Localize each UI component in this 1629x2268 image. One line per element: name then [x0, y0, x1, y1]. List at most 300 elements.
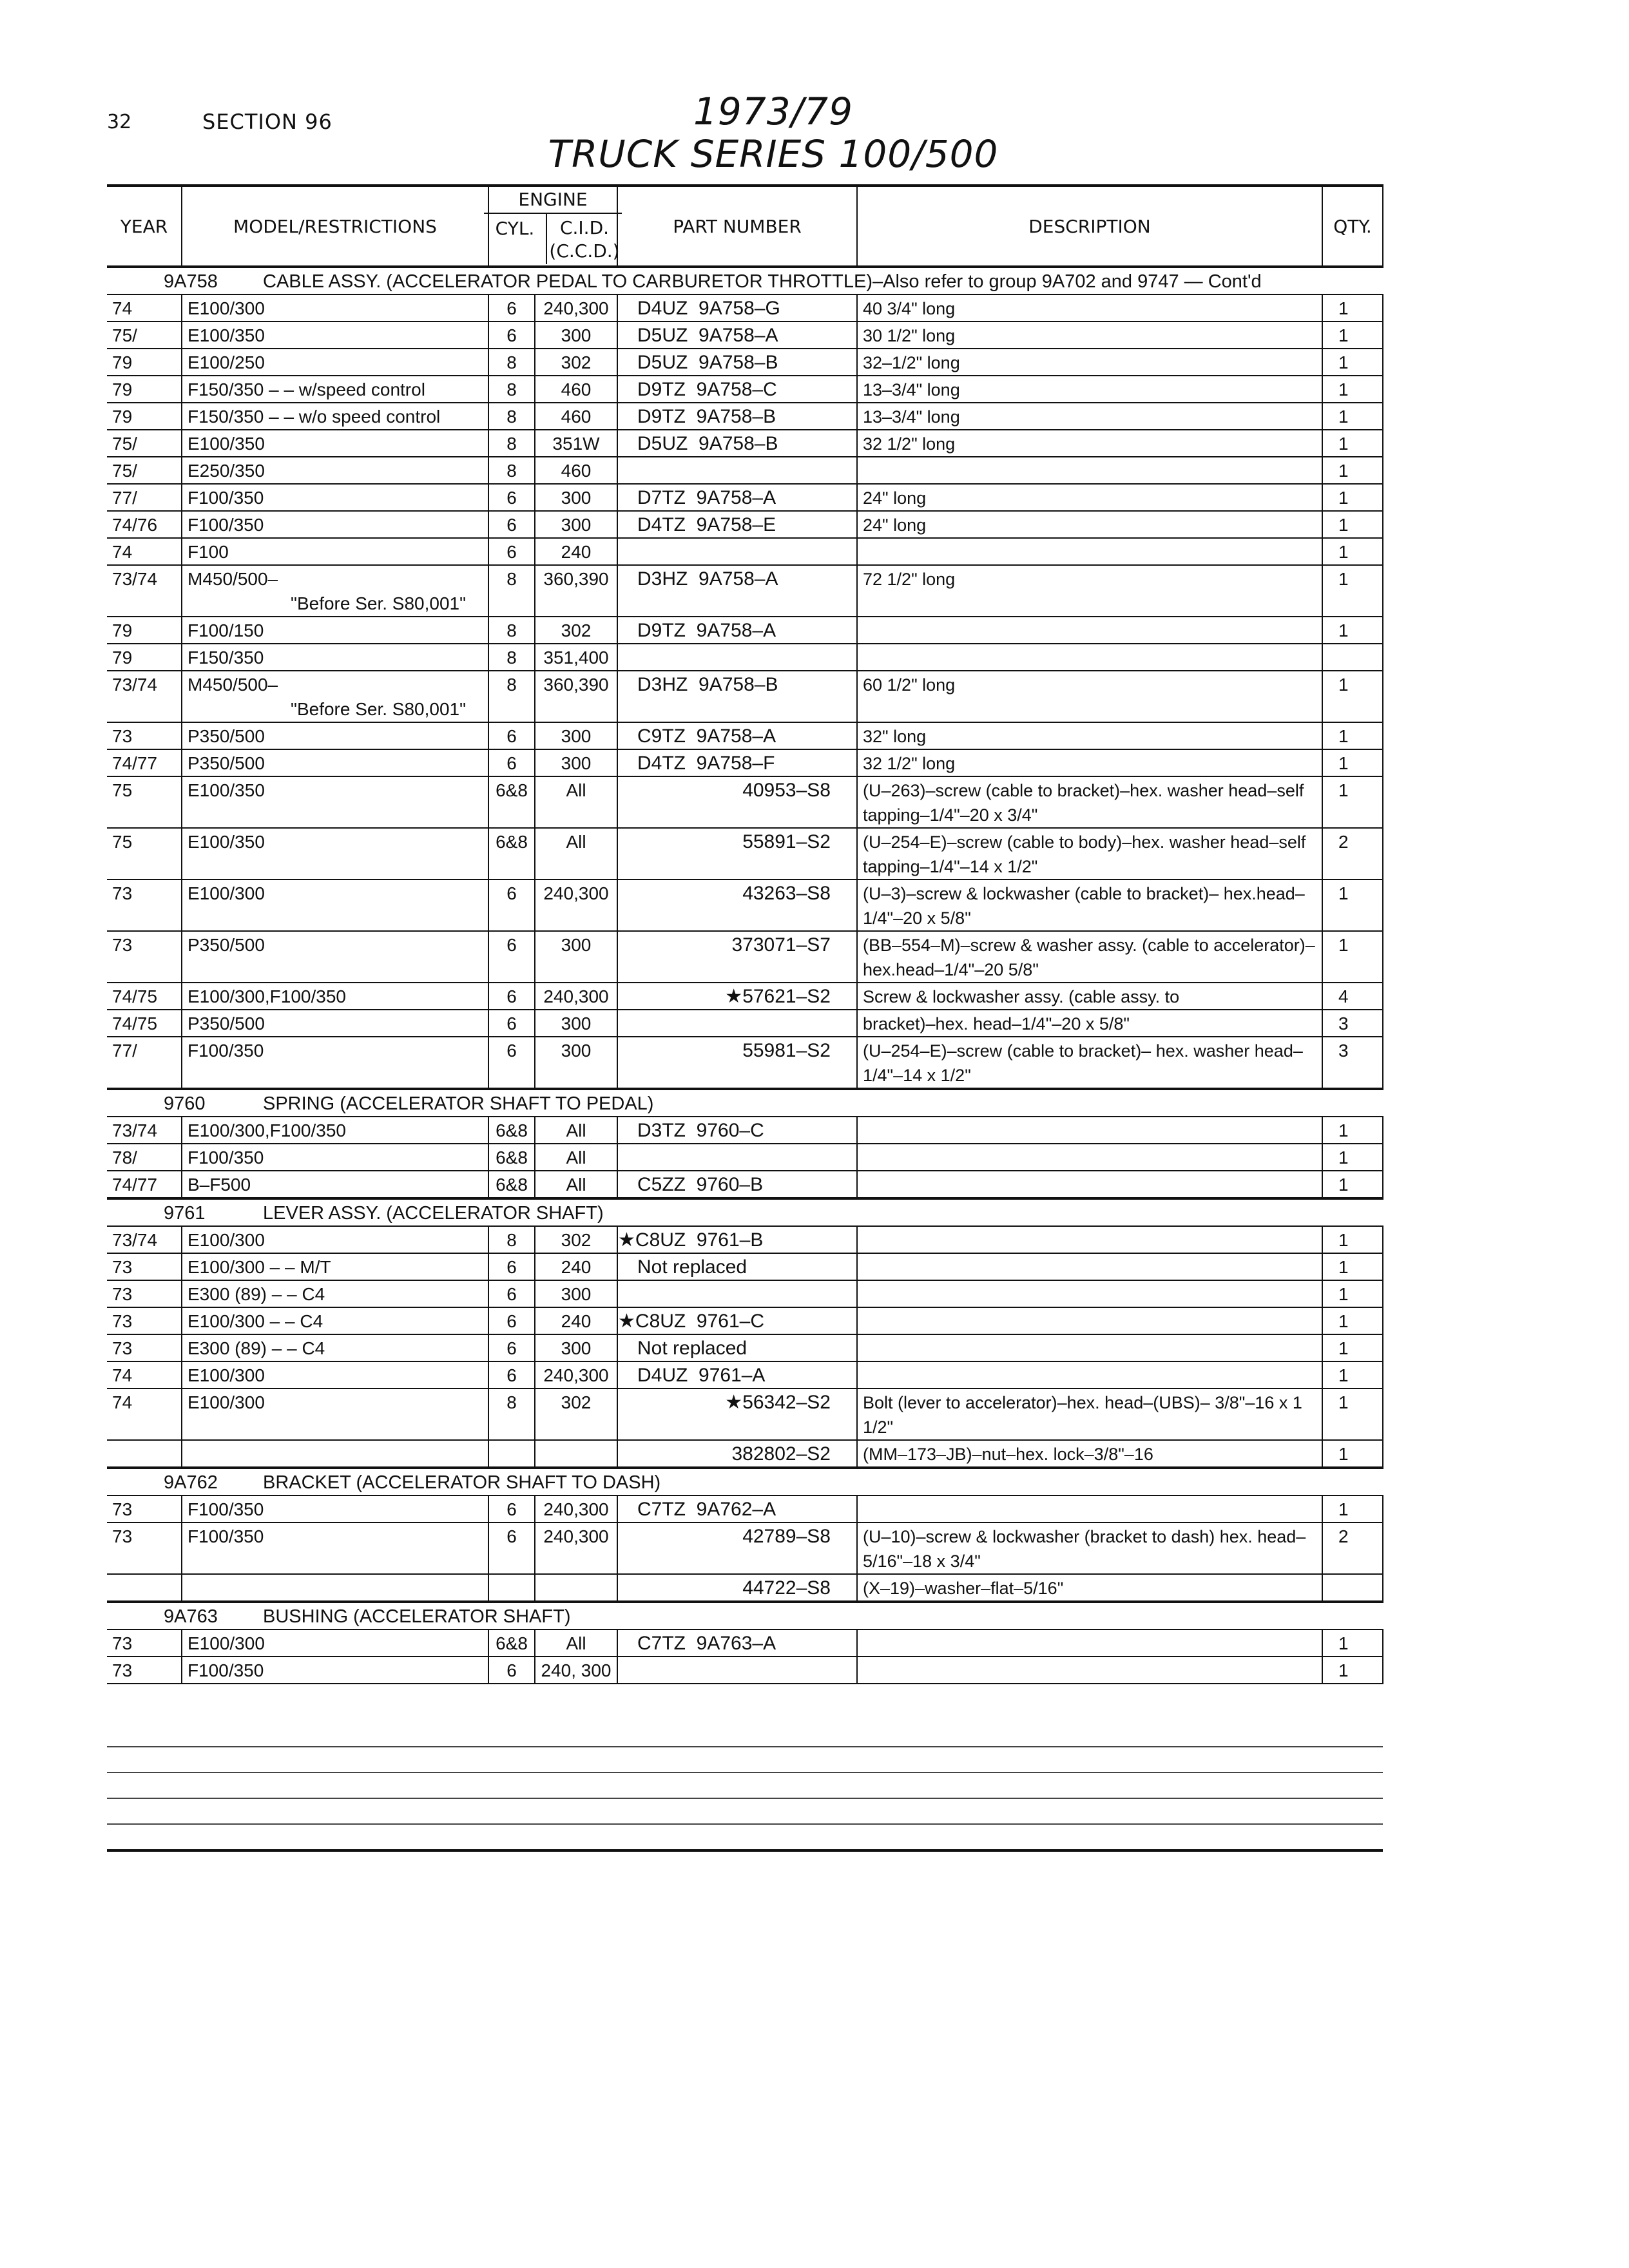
model-text: E100/350 — [188, 325, 265, 345]
cid-cell: 240,300 — [535, 1361, 617, 1389]
table-row — [107, 1253, 1383, 1280]
year-cell: 73/74 — [107, 671, 182, 722]
qty-cell: 1 — [1322, 349, 1383, 376]
description-cell: 30 1/2" long — [857, 322, 1322, 349]
cyl-cell: 8 — [488, 403, 535, 430]
description-cell — [857, 1495, 1322, 1523]
cid-cell — [535, 1574, 617, 1602]
cid-cell: 300 — [535, 749, 617, 776]
new-part-star-icon: ★ — [725, 1392, 743, 1413]
blank-rule — [107, 1798, 1383, 1799]
part-number: C9TZ 9A758–A — [637, 726, 776, 747]
table-row — [107, 349, 1383, 376]
part-number: 373071–S7 — [731, 934, 831, 956]
qty-cell: 2 — [1322, 828, 1383, 879]
qty-cell: 1 — [1322, 1629, 1383, 1657]
model-cell — [182, 376, 488, 403]
cid-cell: 240,300 — [535, 879, 617, 931]
model-text: E100/300 — [188, 883, 265, 903]
group-title: BRACKET (ACCELERATOR SHAFT TO DASH) — [263, 1472, 661, 1493]
table-row — [107, 1389, 1383, 1440]
qty-cell: 1 — [1322, 430, 1383, 457]
cyl-cell: 6&8 — [488, 1144, 535, 1171]
description-cell — [857, 457, 1322, 484]
cyl-cell: 6 — [488, 1307, 535, 1334]
year-cell: 73 — [107, 1280, 182, 1307]
part-number-cell — [617, 1307, 857, 1334]
part-number-cell — [617, 1657, 857, 1684]
qty-cell: 1 — [1322, 457, 1383, 484]
qty-cell: 1 — [1322, 565, 1383, 617]
model-cell — [182, 1523, 488, 1574]
model-text: E100/300 — [188, 1365, 265, 1385]
qty-cell: 1 — [1322, 403, 1383, 430]
part-number: 44722–S8 — [742, 1577, 831, 1599]
year-cell: 75/ — [107, 322, 182, 349]
year-cell: 74 — [107, 294, 182, 322]
year-cell: 75 — [107, 828, 182, 879]
table-row — [107, 722, 1383, 749]
model-text: E100/300 — [188, 1392, 265, 1412]
table-row — [107, 1037, 1383, 1089]
table-row — [107, 322, 1383, 349]
page-title-years: 1973/79 — [693, 90, 853, 133]
table-row — [107, 1523, 1383, 1574]
cid-cell: 300 — [535, 484, 617, 511]
part-number-cell — [617, 722, 857, 749]
cyl-cell: 8 — [488, 671, 535, 722]
part-number: D3HZ 9A758–B — [637, 674, 778, 695]
cid-cell: 300 — [535, 722, 617, 749]
part-number: 40953–S8 — [742, 780, 831, 801]
qty-cell: 1 — [1322, 1117, 1383, 1144]
qty-cell: 1 — [1322, 1307, 1383, 1334]
model-cell — [182, 828, 488, 879]
year-cell: 79 — [107, 403, 182, 430]
table-row — [107, 1010, 1383, 1037]
col-header-description: DESCRIPTION — [857, 186, 1322, 267]
year-cell: 73 — [107, 1495, 182, 1523]
group-header — [107, 1602, 1383, 1629]
model-text: F100/350 — [188, 1526, 264, 1546]
cid-cell: 302 — [535, 617, 617, 644]
qty-cell: 3 — [1322, 1037, 1383, 1089]
cyl-cell: 6 — [488, 1010, 535, 1037]
year-cell: 74/76 — [107, 511, 182, 538]
year-cell — [107, 1574, 182, 1602]
table-row — [107, 828, 1383, 879]
cyl-cell: 8 — [488, 376, 535, 403]
model-restriction-note: "Before Ser. S80,001" — [291, 699, 467, 719]
description-cell: 32 1/2" long — [857, 749, 1322, 776]
model-text: P350/500 — [188, 753, 265, 773]
cyl-cell: 6 — [488, 1495, 535, 1523]
part-number: 56342–S2 — [742, 1392, 831, 1413]
section-label: SECTION 96 — [202, 110, 333, 134]
cid-cell: 460 — [535, 376, 617, 403]
cyl-cell: 6 — [488, 722, 535, 749]
table-row — [107, 294, 1383, 322]
table-row — [107, 983, 1383, 1010]
model-cell — [182, 644, 488, 671]
group-header-row — [107, 1089, 1383, 1117]
table-row — [107, 1440, 1383, 1468]
cyl-cell: 6 — [488, 294, 535, 322]
year-cell: 73 — [107, 722, 182, 749]
year-cell: 73 — [107, 1253, 182, 1280]
cyl-cell: 8 — [488, 617, 535, 644]
part-number: C5ZZ 9760–B — [637, 1174, 764, 1195]
blank-rule — [107, 1772, 1383, 1773]
cid-cell: All — [535, 828, 617, 879]
model-cell — [182, 1629, 488, 1657]
cid-cell: All — [535, 1171, 617, 1198]
model-text: E250/350 — [188, 461, 265, 481]
cyl-cell: 6 — [488, 511, 535, 538]
year-cell: 74/75 — [107, 983, 182, 1010]
cyl-cell: 8 — [488, 644, 535, 671]
group-title: SPRING (ACCELERATOR SHAFT TO PEDAL) — [263, 1093, 654, 1114]
model-cell — [182, 1657, 488, 1684]
qty-cell: 1 — [1322, 1226, 1383, 1253]
cid-cell: 240,300 — [535, 983, 617, 1010]
part-number-cell — [617, 1523, 857, 1574]
part-number-cell — [617, 644, 857, 671]
cid-cell: 460 — [535, 403, 617, 430]
description-cell — [857, 1253, 1322, 1280]
model-cell — [182, 403, 488, 430]
group-header — [107, 1198, 1383, 1226]
cyl-cell — [488, 1574, 535, 1602]
qty-cell: 1 — [1322, 931, 1383, 983]
qty-cell: 1 — [1322, 484, 1383, 511]
cyl-cell: 6 — [488, 538, 535, 565]
part-number: D5UZ 9A758–A — [637, 325, 778, 346]
part-number: 382802–S2 — [731, 1443, 831, 1465]
part-number-cell — [617, 749, 857, 776]
model-text: E100/250 — [188, 352, 265, 372]
model-cell — [182, 1334, 488, 1361]
part-number-cell — [617, 403, 857, 430]
page-number: 32 — [107, 111, 132, 133]
part-number-cell — [617, 931, 857, 983]
part-number: D9TZ 9A758–C — [637, 379, 777, 400]
year-cell: 77/ — [107, 1037, 182, 1089]
model-text: F150/350 – – w/o speed control — [188, 407, 441, 427]
qty-cell: 1 — [1322, 1144, 1383, 1171]
part-number-cell — [617, 294, 857, 322]
part-number: Not replaced — [637, 1256, 747, 1278]
cyl-cell: 8 — [488, 1389, 535, 1440]
cyl-cell: 6 — [488, 322, 535, 349]
cid-cell: 300 — [535, 322, 617, 349]
qty-cell: 1 — [1322, 776, 1383, 828]
qty-cell: 1 — [1322, 1280, 1383, 1307]
table-bottom-rule — [107, 1849, 1383, 1852]
table-header-row — [107, 186, 1383, 267]
year-cell: 74 — [107, 538, 182, 565]
col-header-engine — [488, 186, 620, 267]
table-row — [107, 403, 1383, 430]
part-number-cell — [617, 983, 857, 1010]
part-number: C7TZ 9A762–A — [637, 1499, 776, 1520]
year-cell: 75 — [107, 776, 182, 828]
model-cell — [182, 1389, 488, 1440]
model-cell — [182, 349, 488, 376]
model-text: M450/500– — [188, 675, 278, 695]
table-row — [107, 1171, 1383, 1198]
table-body — [107, 267, 1383, 1684]
blank-rule — [107, 1746, 1383, 1747]
model-cell — [182, 1171, 488, 1198]
part-number-cell — [617, 1629, 857, 1657]
description-cell: Screw & lockwasher assy. (cable assy. to — [857, 983, 1322, 1010]
part-number-cell — [617, 1495, 857, 1523]
model-restriction-note: "Before Ser. S80,001" — [291, 593, 467, 613]
model-cell — [182, 722, 488, 749]
model-text: P350/500 — [188, 726, 265, 746]
table-row — [107, 1117, 1383, 1144]
group-title: CABLE ASSY. (ACCELERATOR PEDAL TO CARBURETOR THROTTLE)–Also refer to group 9A702 and 9747 — Cont'd — [263, 271, 1262, 292]
cid-cell: 240 — [535, 1307, 617, 1334]
description-cell — [857, 617, 1322, 644]
cid-cell: 300 — [535, 1280, 617, 1307]
cyl-cell: 6 — [488, 931, 535, 983]
new-part-star-icon: ★ — [618, 1311, 635, 1332]
description-cell: (X–19)–washer–flat–5/16" — [857, 1574, 1322, 1602]
part-number-cell — [617, 1440, 857, 1468]
table-row — [107, 1307, 1383, 1334]
qty-cell: 1 — [1322, 1389, 1383, 1440]
cid-cell: 302 — [535, 349, 617, 376]
model-text: E100/300 – – M/T — [188, 1257, 331, 1277]
description-cell: 13–3/4" long — [857, 403, 1322, 430]
cid-cell: 360,390 — [535, 565, 617, 617]
description-cell: 72 1/2" long — [857, 565, 1322, 617]
part-number: Not replaced — [637, 1338, 747, 1359]
part-number-cell — [617, 776, 857, 828]
table-row — [107, 484, 1383, 511]
table-row — [107, 1144, 1383, 1171]
description-cell: 13–3/4" long — [857, 376, 1322, 403]
cid-cell: 302 — [535, 1389, 617, 1440]
cyl-cell: 6 — [488, 983, 535, 1010]
cid-cell: 300 — [535, 1010, 617, 1037]
col-header-qty: QTY. — [1322, 186, 1383, 267]
description-cell — [857, 644, 1322, 671]
cyl-cell: 8 — [488, 430, 535, 457]
model-cell — [182, 1253, 488, 1280]
part-number-cell — [617, 1037, 857, 1089]
model-text: F100/150 — [188, 620, 264, 640]
part-number: 55981–S2 — [742, 1040, 831, 1061]
year-cell: 79 — [107, 617, 182, 644]
col-header-cyl: CYL. — [484, 214, 547, 264]
model-text: E100/300 — [188, 298, 265, 318]
table-row — [107, 617, 1383, 644]
year-cell: 75/ — [107, 457, 182, 484]
cid-cell: 240,300 — [535, 294, 617, 322]
year-cell: 74 — [107, 1389, 182, 1440]
qty-cell: 1 — [1322, 322, 1383, 349]
part-number-cell — [617, 484, 857, 511]
model-text: F150/350 – – w/speed control — [188, 380, 425, 399]
qty-cell: 1 — [1322, 1495, 1383, 1523]
blank-rule — [107, 1823, 1383, 1825]
table-row — [107, 511, 1383, 538]
part-number-cell — [617, 538, 857, 565]
group-header — [107, 1468, 1383, 1495]
cid-cell: All — [535, 1629, 617, 1657]
qty-cell: 3 — [1322, 1010, 1383, 1037]
description-cell: 24" long — [857, 484, 1322, 511]
model-text: E100/300 — [188, 1230, 265, 1250]
cyl-cell: 8 — [488, 1226, 535, 1253]
model-cell — [182, 322, 488, 349]
part-number-cell — [617, 1010, 857, 1037]
year-cell: 73 — [107, 1629, 182, 1657]
group-code: 9761 — [164, 1203, 206, 1224]
model-cell — [182, 511, 488, 538]
cyl-cell: 8 — [488, 457, 535, 484]
group-header-row — [107, 1468, 1383, 1495]
cid-cell: 460 — [535, 457, 617, 484]
part-number-cell — [617, 430, 857, 457]
description-cell: 60 1/2" long — [857, 671, 1322, 722]
qty-cell: 1 — [1322, 511, 1383, 538]
model-cell — [182, 1307, 488, 1334]
part-number-cell — [617, 511, 857, 538]
qty-cell: 1 — [1322, 749, 1383, 776]
col-header-cid-label: C.I.D. — [559, 217, 610, 238]
part-number-cell — [617, 671, 857, 722]
description-cell — [857, 1117, 1322, 1144]
model-text: F100/350 — [188, 1499, 264, 1519]
page-title — [451, 90, 1095, 175]
cid-cell: 240, 300 — [535, 1657, 617, 1684]
table-row — [107, 644, 1383, 671]
part-number: 43263–S8 — [742, 883, 831, 904]
group-code: 9760 — [164, 1093, 206, 1114]
model-text: F100/350 — [188, 515, 264, 535]
qty-cell: 1 — [1322, 538, 1383, 565]
qty-cell: 1 — [1322, 1253, 1383, 1280]
model-cell — [182, 484, 488, 511]
table-row — [107, 1361, 1383, 1389]
year-cell: 73/74 — [107, 1226, 182, 1253]
part-number: D7TZ 9A758–A — [637, 487, 776, 508]
cid-cell: 300 — [535, 931, 617, 983]
page-title-series: TRUCK SERIES 100/500 — [548, 132, 999, 176]
cid-cell: All — [535, 1117, 617, 1144]
cyl-cell: 6&8 — [488, 1171, 535, 1198]
part-number-cell — [617, 457, 857, 484]
table-row — [107, 376, 1383, 403]
cid-cell: 351,400 — [535, 644, 617, 671]
year-cell: 73 — [107, 1657, 182, 1684]
description-cell: Bolt (lever to accelerator)–hex. head–(UBS)– 3/8"–16 x 1 1/2" — [857, 1389, 1322, 1440]
model-cell — [182, 879, 488, 931]
model-text: F100/350 — [188, 1041, 264, 1061]
description-cell — [857, 1307, 1322, 1334]
cyl-cell: 6&8 — [488, 1629, 535, 1657]
model-cell — [182, 931, 488, 983]
parts-table — [107, 184, 1383, 1684]
engine-title: ENGINE — [484, 187, 622, 214]
cid-cell: All — [535, 1144, 617, 1171]
part-number: 57621–S2 — [742, 986, 831, 1007]
year-cell: 74 — [107, 1361, 182, 1389]
table-row — [107, 1657, 1383, 1684]
year-cell: 74/77 — [107, 1171, 182, 1198]
model-text: E100/350 — [188, 434, 265, 454]
cyl-cell: 6&8 — [488, 776, 535, 828]
model-text: E300 (89) – – C4 — [188, 1338, 325, 1358]
qty-cell: 1 — [1322, 294, 1383, 322]
model-cell — [182, 1226, 488, 1253]
description-cell: (MM–173–JB)–nut–hex. lock–3/8"–16 — [857, 1440, 1322, 1468]
part-number-cell — [617, 1574, 857, 1602]
model-cell — [182, 671, 488, 722]
table-row — [107, 538, 1383, 565]
table-row — [107, 879, 1383, 931]
qty-cell: 1 — [1322, 722, 1383, 749]
cid-cell: 300 — [535, 1334, 617, 1361]
group-title: LEVER ASSY. (ACCELERATOR SHAFT) — [263, 1203, 604, 1224]
model-cell — [182, 1495, 488, 1523]
year-cell: 74/75 — [107, 1010, 182, 1037]
part-number: D9TZ 9A758–B — [637, 406, 776, 427]
table-row — [107, 1495, 1383, 1523]
part-number-cell — [617, 1334, 857, 1361]
part-number-cell — [617, 828, 857, 879]
model-text: F150/350 — [188, 648, 264, 668]
part-number-cell — [617, 879, 857, 931]
table-row — [107, 931, 1383, 983]
part-number: 55891–S2 — [742, 831, 831, 852]
model-cell — [182, 617, 488, 644]
description-cell — [857, 1280, 1322, 1307]
model-text: E100/300,F100/350 — [188, 986, 346, 1006]
cyl-cell: 6&8 — [488, 1117, 535, 1144]
year-cell: 73 — [107, 1523, 182, 1574]
year-cell: 73/74 — [107, 1117, 182, 1144]
model-text: F100/350 — [188, 1660, 264, 1680]
description-cell — [857, 1144, 1322, 1171]
cid-cell: All — [535, 776, 617, 828]
year-cell: 73 — [107, 879, 182, 931]
col-header-model: MODEL/RESTRICTIONS — [182, 186, 488, 267]
part-number: D3TZ 9760–C — [637, 1120, 764, 1141]
col-header-ccd-label: (C.C.D.) — [549, 240, 620, 262]
model-cell — [182, 776, 488, 828]
cid-cell: 240 — [535, 1253, 617, 1280]
model-text: E100/300,F100/350 — [188, 1120, 346, 1140]
table-row — [107, 430, 1383, 457]
description-cell: (U–254–E)–screw (cable to bracket)– hex. washer head–1/4"–14 x 1/2" — [857, 1037, 1322, 1089]
model-cell — [182, 1144, 488, 1171]
group-code: 9A762 — [164, 1472, 218, 1493]
cyl-cell: 6 — [488, 1253, 535, 1280]
description-cell: (BB–554–M)–screw & washer assy. (cable to accelerator)–hex.head–1/4"–20 5/8" — [857, 931, 1322, 983]
year-cell: 77/ — [107, 484, 182, 511]
part-number: D4UZ 9761–A — [637, 1365, 766, 1386]
part-number-cell — [617, 1253, 857, 1280]
model-cell — [182, 749, 488, 776]
part-number: D4UZ 9A758–G — [637, 298, 780, 319]
year-cell: 79 — [107, 376, 182, 403]
cyl-cell: 6 — [488, 879, 535, 931]
